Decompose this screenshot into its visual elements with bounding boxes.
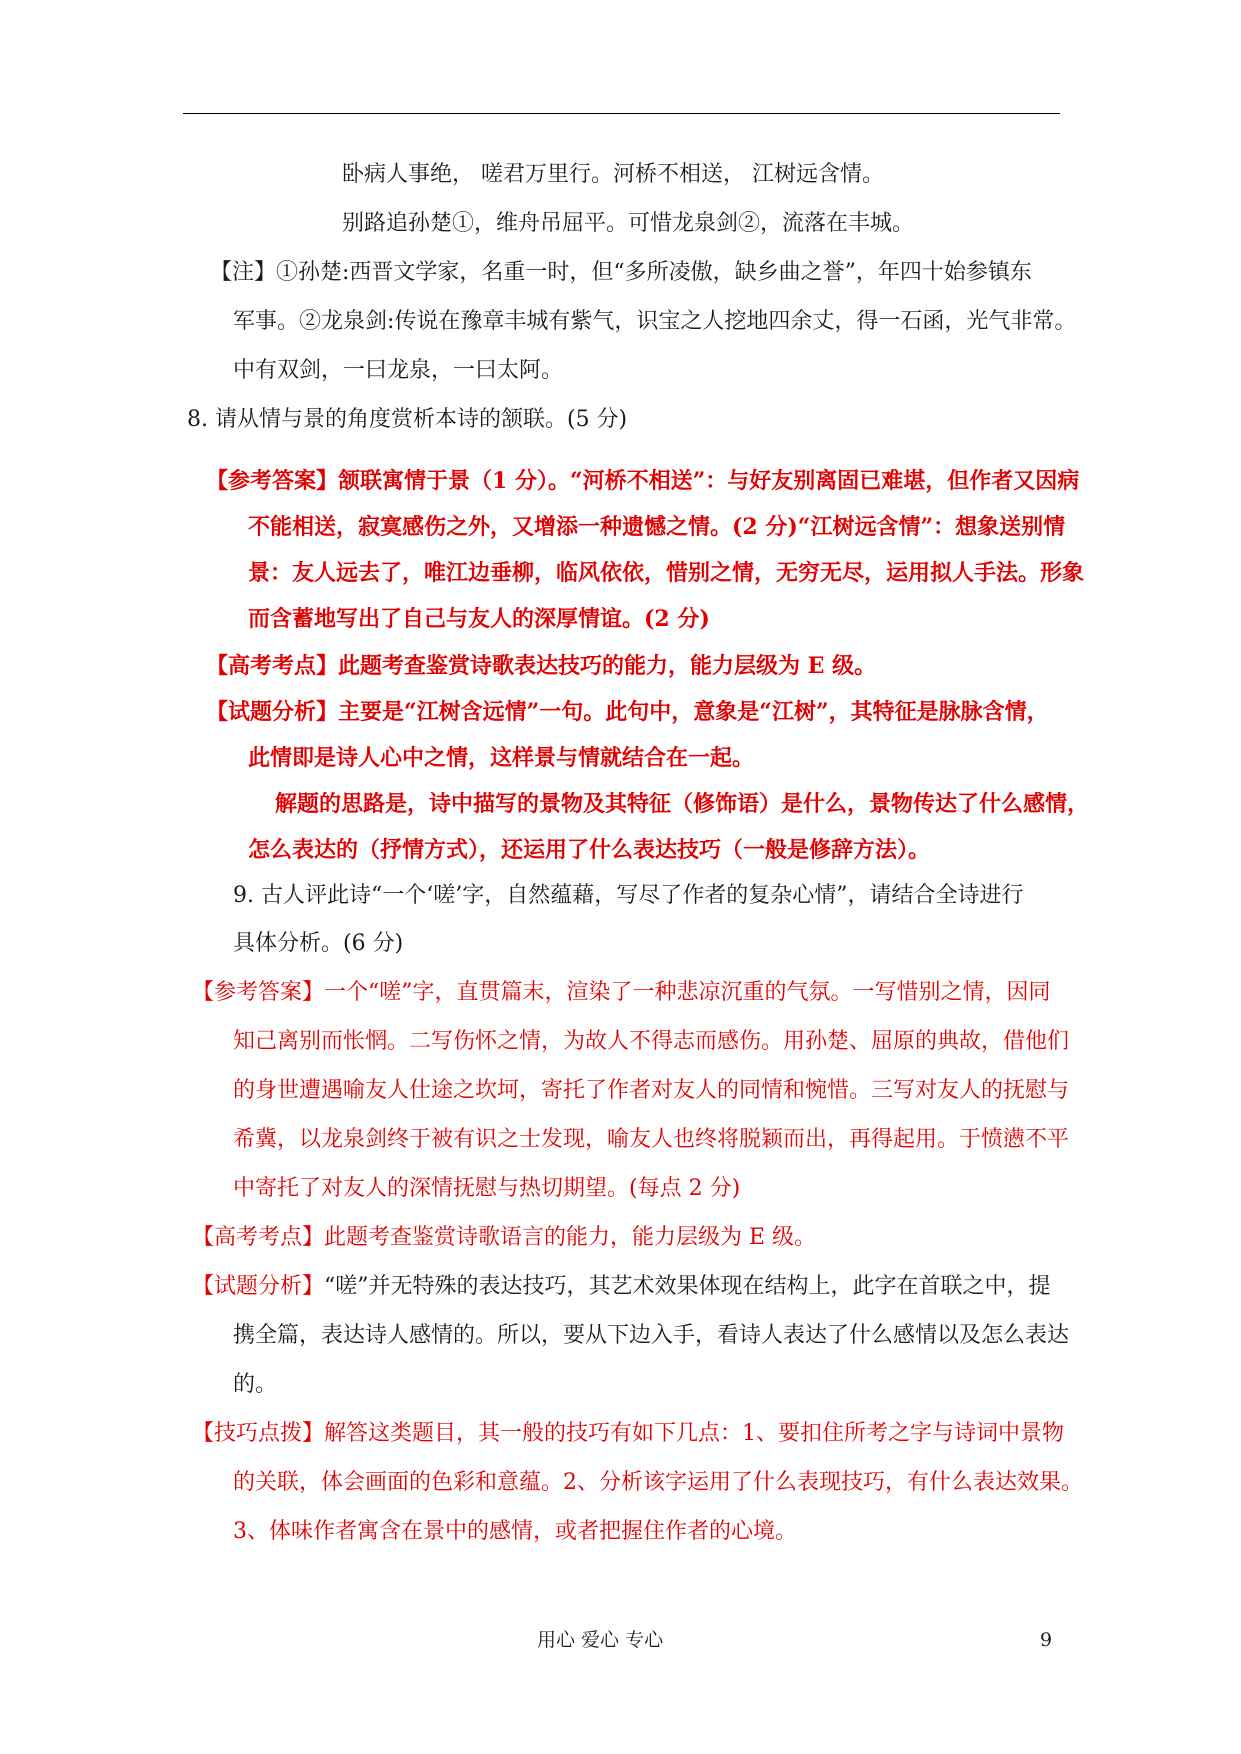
q9-kaodian-text: 【高考考点】此题考查鉴赏诗歌语言的能力，能力层级为 E 级。	[192, 1225, 817, 1250]
note-line-2: 军事。②龙泉剑:传说在豫章丰城有紫气，识宝之人挖地四余丈，得一石函，光气非常。	[233, 309, 1077, 334]
q8-question: 8. 请从情与景的角度赏析本诗的颔联。(5 分)	[187, 407, 628, 432]
q8-analysis-line-3: 解题的思路是，诗中描写的景物及其特征（修饰语）是什么，景物传达了什么感情，	[275, 791, 1090, 817]
note-line-3: 中有双剑，一曰龙泉，一曰太阿。	[233, 358, 564, 383]
page-number: 9	[1040, 1629, 1053, 1651]
q9-tips-line-1: 【技巧点拨】解答这类题目，其一般的技巧有如下几点：1、要扣住所考之字与诗词中景物	[192, 1421, 1064, 1446]
note-line-1	[210, 258, 1032, 288]
poem-line-2: 别路追孙楚①，维舟吊屈平。可惜龙泉剑②，流落在丰城。	[342, 211, 915, 236]
q8-answer-line-1: 【参考答案】颔联寓情于景（1 分）。“河桥不相送”：与好友别离固已难堪，但作者又因病	[206, 468, 1080, 494]
note-text-1: ①孙楚:西晋文学家，名重一时，但“多所凌傲，缺乡曲之誉”，年四十始参镇东	[276, 260, 1032, 285]
note-label: 【注】	[210, 260, 277, 285]
q9-tips-line-3: 3、体味作者寓含在景中的感情，或者把握住作者的心境。	[233, 1519, 797, 1544]
header-rule	[183, 113, 1060, 114]
q9-answer-line-3: 的身世遭遇喻友人仕途之坎坷，寄托了作者对友人的同情和惋惜。三写对友人的抚慰与	[233, 1078, 1070, 1103]
q8-analysis-line-2: 此情即是诗人心中之情，这样景与情就结合在一起。	[248, 745, 755, 771]
q8-analysis-line-1: 【试题分析】主要是“江树含远情”一句。此句中，意象是“江树”，其特征是脉脉含情，	[206, 699, 1049, 725]
q9-analysis-line-3: 的。	[233, 1372, 278, 1397]
q9-question-line-2: 具体分析。(6 分)	[233, 931, 404, 956]
footer-motto: 用心 爱心 专心	[537, 1629, 664, 1651]
q9-analysis-label: 【试题分析】	[192, 1274, 325, 1299]
q9-tips-line-2: 的关联，体会画面的色彩和意蕴。2、分析该字运用了什么表现技巧，有什么表达效果。	[233, 1470, 1083, 1495]
q9-analysis-line-2: 携全篇，表达诗人感情的。所以，要从下边入手，看诗人表达了什么感情以及怎么表达	[233, 1323, 1070, 1348]
q9-answer-line-4: 希冀，以龙泉剑终于被有识之士发现，喻友人也终将脱颖而出，再得起用。于愤懑不平	[233, 1127, 1070, 1152]
q8-kaodian: 【高考考点】此题考查鉴赏诗歌表达技巧的能力，能力层级为 E 级。	[206, 653, 877, 679]
q8-analysis-line-4: 怎么表达的（抒情方式），还运用了什么表达技巧（一般是修辞方法）。	[248, 837, 931, 863]
q9-question-line-1: 9. 古人评此诗“一个‘嗟’字，自然蕴藉，写尽了作者的复杂心情”，请结合全诗进行	[233, 883, 1024, 908]
q8-answer-line-4: 而含蓄地写出了自己与友人的深厚情谊。(2 分)	[248, 606, 710, 632]
q8-answer-line-3: 景：友人远去了，唯江边垂柳，临风依依，惜别之情，无穷无尽，运用拟人手法。形象	[248, 560, 1085, 586]
q9-answer-line-2: 知己离别而怅惘。二写伤怀之情，为故人不得志而感伤。用孙楚、屈原的典故，借他们	[233, 1029, 1070, 1054]
poem-line-1: 卧病人事绝， 嗟君万里行。河桥不相送， 江树远含情。	[342, 162, 884, 187]
q9-analysis-line-1	[192, 1272, 1051, 1302]
q9-analysis-text: “嗟”并无特殊的表达技巧，其艺术效果体现在结构上，此字在首联之中，提	[324, 1274, 1051, 1299]
q9-answer-line-5: 中寄托了对友人的深情抚慰与热切期望。(每点 2 分)	[233, 1176, 741, 1201]
q9-answer-line-1: 【参考答案】一个“嗟”字，直贯篇末，渲染了一种悲凉沉重的气氛。一写惜别之情，因同	[192, 980, 1051, 1005]
q9-kaodian	[192, 1223, 816, 1253]
q8-answer-line-2: 不能相送，寂寞感伤之外，又增添一种遗憾之情。(2 分)“江树远含情”：想象送别情	[248, 514, 1066, 540]
